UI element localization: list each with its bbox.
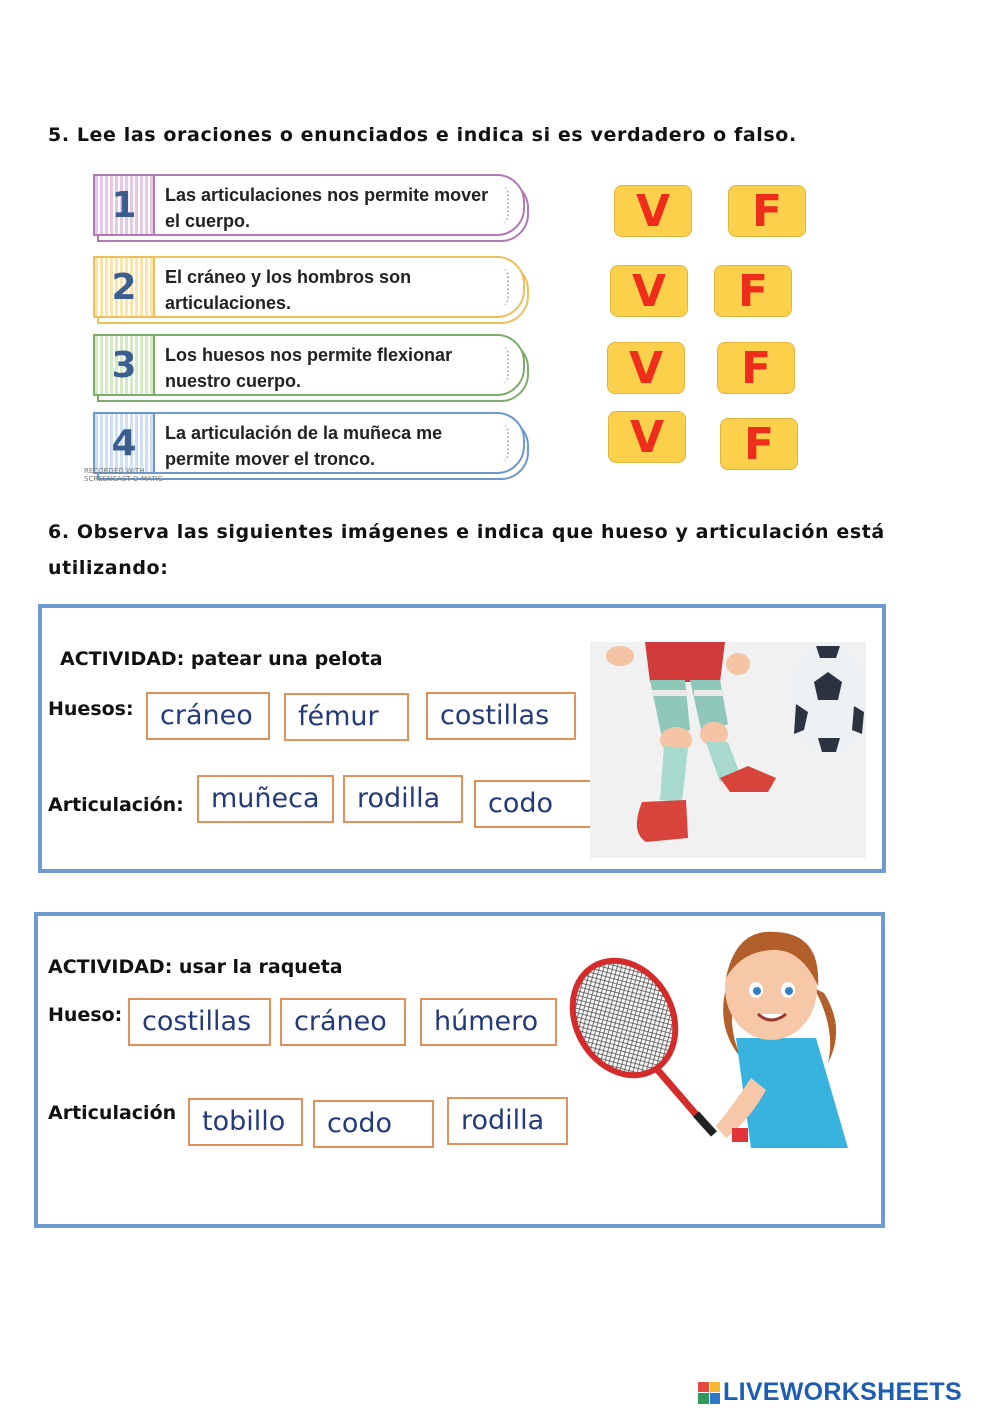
brand-name: LIVEWORKSHEETS — [723, 1378, 962, 1406]
statement-text-line1: El cráneo y los hombros son — [165, 267, 412, 287]
joint-option-elbow[interactable]: codo — [474, 780, 595, 828]
false-button-2[interactable]: F — [714, 265, 792, 317]
statement-card-4 — [93, 412, 525, 474]
false-button-3[interactable]: F — [717, 342, 795, 394]
true-button-1[interactable]: V — [614, 185, 692, 237]
joint-option-wrist[interactable]: muñeca — [197, 775, 334, 823]
statement-text-line1: Los huesos nos permite flexionar — [165, 345, 453, 365]
joints-label: Articulación — [48, 1102, 177, 1124]
true-button-4[interactable]: V — [608, 411, 686, 463]
question-6-title: 6. Observa las siguientes imágenes e indica que hueso y articulación está utilizando: — [48, 521, 885, 579]
bone-option-skull[interactable]: cráneo — [280, 998, 406, 1046]
tennis-girl-illustration — [566, 928, 856, 1154]
statement-number: 1 — [95, 176, 155, 234]
statement-text-line2: nuestro cuerpo. — [165, 371, 302, 391]
true-button-2[interactable]: V — [610, 265, 688, 317]
statement-text-line2: permite mover el tronco. — [165, 449, 376, 469]
statement-text-line2: articulaciones. — [165, 293, 292, 313]
statement-number: 2 — [95, 258, 155, 316]
statement-card-2 — [93, 256, 525, 318]
activity-title: ACTIVIDAD: patear una pelota — [60, 648, 383, 670]
statement-card-1 — [93, 174, 525, 236]
joints-label: Articulación: — [48, 794, 184, 816]
bone-option-ribs[interactable]: costillas — [128, 998, 271, 1046]
joint-option-knee[interactable]: rodilla — [447, 1097, 568, 1145]
false-button-1[interactable]: F — [728, 185, 806, 237]
statement-number: 3 — [95, 336, 155, 394]
false-button-4[interactable]: F — [720, 418, 798, 470]
statement-number: 4 — [95, 414, 155, 472]
statement-text-line1: Las articulaciones nos permite mover — [165, 185, 489, 205]
bone-option-skull[interactable]: cráneo — [146, 692, 270, 740]
statement-text-line2: el cuerpo. — [165, 211, 251, 231]
joint-option-ankle[interactable]: tobillo — [188, 1098, 303, 1146]
soccer-kick-illustration — [590, 642, 866, 858]
screencast-watermark: RECORDED WITH SCREENCAST-O-MATIC — [84, 467, 163, 483]
true-button-3[interactable]: V — [607, 342, 685, 394]
bones-label: Huesos: — [48, 698, 134, 720]
question-5-title: 5. Lee las oraciones o enunciados e indica si es verdadero o falso. — [48, 124, 797, 146]
joint-option-knee[interactable]: rodilla — [343, 775, 463, 823]
liveworksheets-icon — [698, 1382, 720, 1404]
statement-card-3 — [93, 334, 525, 396]
bones-label: Hueso: — [48, 1004, 123, 1026]
joint-option-elbow[interactable]: codo — [313, 1100, 434, 1148]
activity-title: ACTIVIDAD: usar la raqueta — [48, 956, 343, 978]
statement-text-line1: La articulación de la muñeca me — [165, 423, 443, 443]
bone-option-ribs[interactable]: costillas — [426, 692, 576, 740]
bone-option-humerus[interactable]: húmero — [420, 998, 557, 1046]
bone-option-femur[interactable]: fémur — [284, 693, 409, 741]
liveworksheets-logo — [698, 1378, 962, 1407]
